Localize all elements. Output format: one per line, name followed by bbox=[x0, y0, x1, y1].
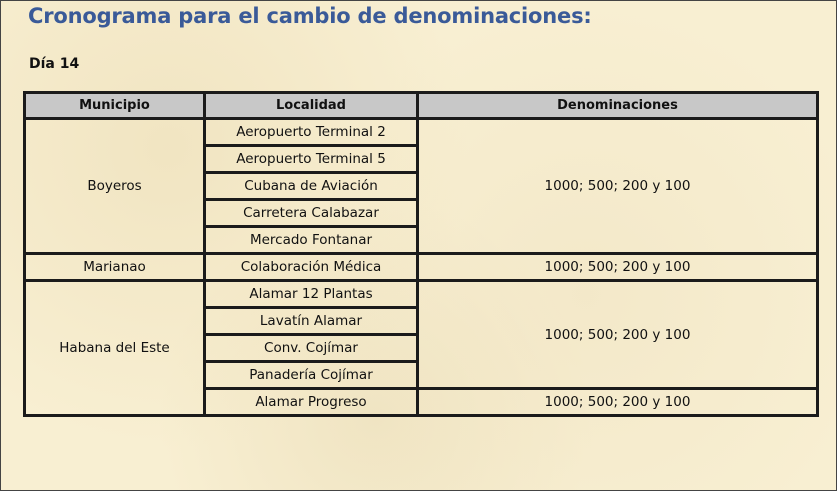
page-title: Cronograma para el cambio de denominaciones: bbox=[28, 4, 592, 28]
cell-denominaciones: 1000; 500; 200 y 100 bbox=[418, 254, 818, 281]
cell-municipio: Habana del Este bbox=[25, 281, 205, 416]
table-row bbox=[25, 119, 818, 146]
cell-municipio: Boyeros bbox=[25, 119, 205, 254]
table-row bbox=[25, 254, 818, 281]
cell-localidad: Conv. Cojímar bbox=[205, 335, 418, 362]
cell-localidad: Mercado Fontanar bbox=[205, 227, 418, 254]
day-label: Día 14 bbox=[29, 56, 80, 72]
header-denominaciones: Denominaciones bbox=[418, 93, 818, 119]
cell-localidad: Lavatín Alamar bbox=[205, 308, 418, 335]
cell-localidad: Cubana de Aviación bbox=[205, 173, 418, 200]
table-row bbox=[25, 281, 818, 308]
header-municipio: Municipio bbox=[25, 93, 205, 119]
cell-localidad: Aeropuerto Terminal 5 bbox=[205, 146, 418, 173]
cell-municipio: Marianao bbox=[25, 254, 205, 281]
cell-localidad: Panadería Cojímar bbox=[205, 362, 418, 389]
cell-localidad: Aeropuerto Terminal 2 bbox=[205, 119, 418, 146]
cell-denominaciones: 1000; 500; 200 y 100 bbox=[418, 281, 818, 389]
cell-localidad: Carretera Calabazar bbox=[205, 200, 418, 227]
cell-localidad: Alamar Progreso bbox=[205, 389, 418, 416]
cell-denominaciones: 1000; 500; 200 y 100 bbox=[418, 119, 818, 254]
table-header-row bbox=[25, 93, 818, 119]
cell-localidad: Alamar 12 Plantas bbox=[205, 281, 418, 308]
cell-localidad: Colaboración Médica bbox=[205, 254, 418, 281]
cell-denominaciones: 1000; 500; 200 y 100 bbox=[418, 389, 818, 416]
header-localidad: Localidad bbox=[205, 93, 418, 119]
schedule-table bbox=[23, 91, 819, 417]
